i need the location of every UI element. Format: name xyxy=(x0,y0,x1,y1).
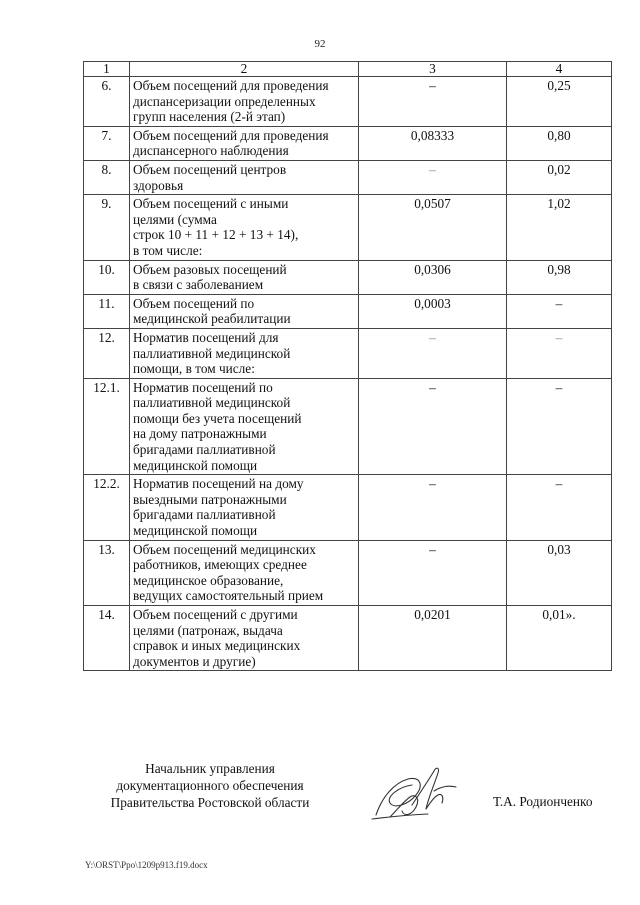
row-name: Объем посещений медицинских работников, имеющих среднее медицинское образование, ведущих самостоятельный прием xyxy=(130,540,359,605)
row-number: 12.1. xyxy=(84,378,130,475)
row-number: 12. xyxy=(84,328,130,378)
table-row xyxy=(84,328,612,378)
row-number: 9. xyxy=(84,195,130,260)
row-number: 6. xyxy=(84,77,130,127)
row-name: Объем посещений с другими целями (патронаж, выдача справок и иных медицинских документов и другие) xyxy=(130,606,359,671)
row-value-col4: – xyxy=(507,328,612,378)
row-value-col3: 0,0003 xyxy=(359,294,507,328)
table-row xyxy=(84,606,612,671)
row-number: 14. xyxy=(84,606,130,671)
table-row xyxy=(84,378,612,475)
row-value-col3: – xyxy=(359,328,507,378)
row-value-col3: – xyxy=(359,378,507,475)
table-row xyxy=(84,294,612,328)
handwritten-signature xyxy=(368,757,468,827)
table-row xyxy=(84,260,612,294)
row-number: 13. xyxy=(84,540,130,605)
header-col-4: 4 xyxy=(507,62,612,77)
row-name: Объем посещений по медицинской реабилитации xyxy=(130,294,359,328)
signatory-position: Начальник управления документационного обеспечения Правительства Ростовской области xyxy=(110,761,310,810)
row-value-col3: – xyxy=(359,540,507,605)
row-name: Норматив посещений для паллиативной медицинской помощи, в том числе: xyxy=(130,328,359,378)
row-number: 7. xyxy=(84,126,130,160)
row-value-col3: 0,0306 xyxy=(359,260,507,294)
row-name: Объем посещений для проведения диспансеризации определенных групп населения (2-й этап) xyxy=(130,77,359,127)
row-name: Объем посещений с иными целями (сумма строк 10 + 11 + 12 + 13 + 14), в том числе: xyxy=(130,195,359,260)
row-value-col4: 0,02 xyxy=(507,160,612,194)
row-name: Объем посещений для проведения диспансерного наблюдения xyxy=(130,126,359,160)
table-row xyxy=(84,126,612,160)
row-value-col4: 0,01». xyxy=(507,606,612,671)
norms-table xyxy=(83,61,612,671)
page-number: 92 xyxy=(314,38,326,50)
row-value-col4: 0,25 xyxy=(507,77,612,127)
row-name: Объем посещений центров здоровья xyxy=(130,160,359,194)
table-row xyxy=(84,160,612,194)
table-row xyxy=(84,77,612,127)
row-value-col3: – xyxy=(359,475,507,540)
row-value-col4: 0,80 xyxy=(507,126,612,160)
row-name: Норматив посещений по паллиативной медицинской помощи без учета посещений на дому патронажными бригадами паллиативной медицинской помощи xyxy=(130,378,359,475)
row-name: Объем разовых посещений в связи с заболеванием xyxy=(130,260,359,294)
row-name: Норматив посещений на дому выездными патронажными бригадами паллиативной медицинской помощи xyxy=(130,475,359,540)
table-header-row xyxy=(84,62,612,77)
row-value-col4: – xyxy=(507,378,612,475)
row-value-col4: – xyxy=(507,475,612,540)
row-value-col4: 0,98 xyxy=(507,260,612,294)
row-number: 11. xyxy=(84,294,130,328)
row-value-col4: 0,03 xyxy=(507,540,612,605)
row-value-col3: 0,08333 xyxy=(359,126,507,160)
header-col-2: 2 xyxy=(130,62,359,77)
row-value-col3: 0,0507 xyxy=(359,195,507,260)
signatory-name: Т.А. Родионченко xyxy=(493,794,593,809)
row-value-col4: 1,02 xyxy=(507,195,612,260)
row-value-col3: – xyxy=(359,160,507,194)
row-number: 10. xyxy=(84,260,130,294)
row-value-col4: – xyxy=(507,294,612,328)
table-row xyxy=(84,540,612,605)
row-number: 8. xyxy=(84,160,130,194)
table-row xyxy=(84,475,612,540)
header-col-3: 3 xyxy=(359,62,507,77)
row-value-col3: – xyxy=(359,77,507,127)
table-row xyxy=(84,195,612,260)
row-number: 12.2. xyxy=(84,475,130,540)
header-col-1: 1 xyxy=(84,62,130,77)
file-path: Y:\ORST\Ppo\1209p913.f19.docx xyxy=(85,860,208,870)
row-value-col3: 0,0201 xyxy=(359,606,507,671)
